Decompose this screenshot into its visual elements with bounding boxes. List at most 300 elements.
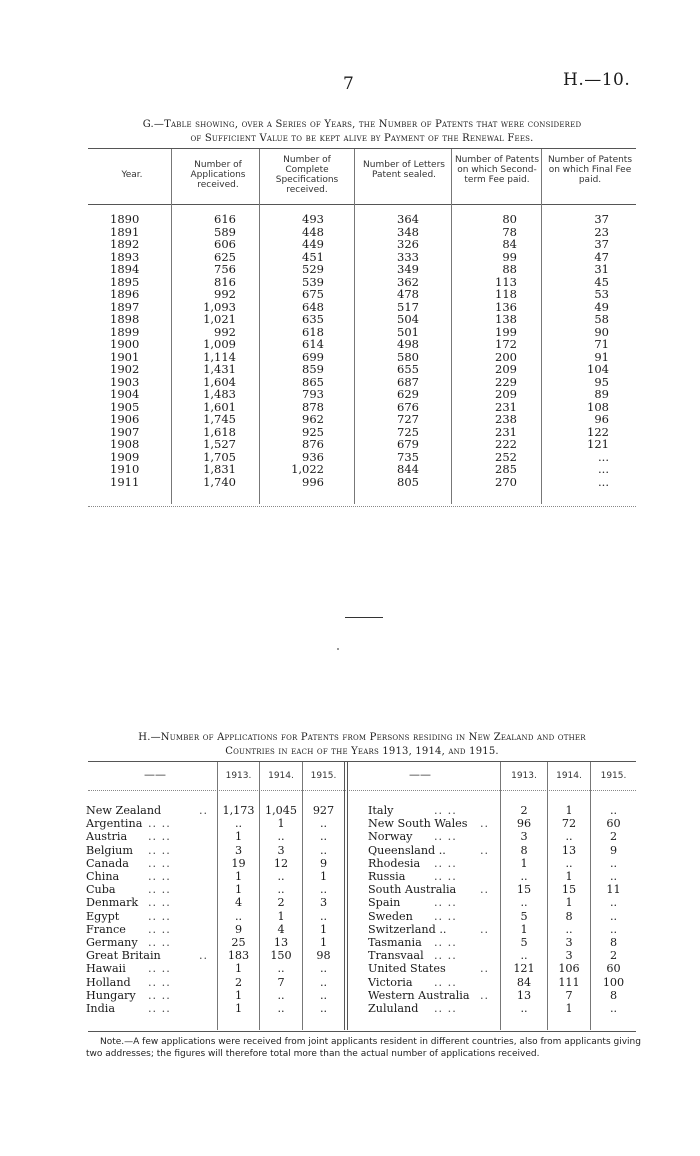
country-name: United States [368, 962, 446, 976]
table-g-year-cell: 1904 [110, 387, 140, 401]
table-h-row [86, 936, 344, 949]
table-g-applications-cell: 1,604 [203, 374, 236, 389]
country-name: Canada [86, 856, 129, 870]
country-name: New Zealand [86, 804, 162, 817]
table-g-applications-cell: 1,618 [203, 424, 236, 439]
table-h-title-line-2: Countries in each of the Years 1913, 1914, and 1915. [225, 746, 499, 757]
table-g-final-fee-cell: ... [598, 449, 609, 464]
country-name: Western Australia [368, 988, 470, 1002]
table-g-header-final-fee: Number of Patents on which Final Fee paid. [547, 155, 633, 185]
table-g-year-cell: 1909 [110, 449, 140, 464]
count-cell: .. [609, 896, 618, 910]
table-g-final-fee-cell: 49 [594, 299, 609, 314]
count-cell: 9 [234, 922, 243, 936]
leader-dots: .. [199, 949, 209, 963]
count-cell: 1 [520, 922, 528, 936]
count-cell: .. [319, 843, 328, 857]
country-name: Argentina [86, 817, 143, 831]
count-cell: 60 [606, 962, 621, 976]
table-g-specifications-cell: 876 [302, 437, 324, 451]
leader-dots: .. .. [148, 962, 171, 976]
table-h-row [86, 989, 344, 1002]
table-h-center-divider [344, 762, 348, 1030]
table-h-row [368, 870, 636, 883]
count-cell: 25 [231, 936, 246, 949]
table-g-second-term-cell: 231 [495, 424, 517, 439]
count-cell: 84 [516, 975, 532, 989]
country-name: South Australia [368, 883, 457, 897]
table-h-row [368, 817, 636, 830]
table-g-second-term-column [455, 213, 517, 488]
count-cell: 5 [520, 909, 528, 923]
count-cell: .. [319, 830, 328, 844]
table-g-bottom-rule [88, 506, 636, 507]
table-h-row [368, 883, 636, 896]
table-g-applications-cell: 1,527 [203, 437, 236, 451]
count-cell: 15 [561, 883, 577, 897]
table-g-divider [541, 149, 542, 504]
table-g-applications-cell: 1,093 [203, 299, 236, 314]
leader-dots: .. .. [434, 896, 457, 910]
table-g-second-term-cell: 199 [495, 324, 517, 339]
count-cell: 7 [565, 988, 573, 1002]
table-g-second-term-cell: 270 [495, 474, 517, 489]
table-g-sealed-cell: 498 [397, 337, 419, 351]
table-g-sealed-column [360, 213, 419, 488]
count-cell: 2 [609, 949, 618, 963]
leader-dots: .. .. [148, 843, 171, 857]
count-cell: 3 [565, 949, 573, 963]
count-cell: 9 [319, 856, 328, 870]
count-cell: 3 [234, 843, 243, 857]
table-h-left-block [86, 804, 344, 1024]
table-g-header-year: Year. [121, 170, 143, 180]
table-g-applications-cell: 606 [214, 237, 236, 251]
count-cell: .. [609, 804, 618, 817]
table-g-specifications-cell: 878 [302, 399, 324, 414]
leader-dots: .. [480, 817, 490, 831]
table-g-applications-column [180, 213, 236, 488]
count-cell: 13 [561, 843, 577, 857]
count-cell: .. [319, 975, 328, 989]
table-g-second-term-cell: 138 [495, 312, 517, 326]
count-cell: .. [609, 909, 618, 923]
leader-dots: .. .. [148, 1002, 171, 1015]
country-name: Austria [86, 830, 128, 844]
count-cell: .. [319, 883, 328, 897]
table-g-sealed-cell: 349 [397, 262, 419, 276]
table-g-second-term-cell: 222 [495, 437, 517, 451]
table-h-row [86, 870, 344, 883]
count-cell: .. [520, 949, 528, 963]
table-g-year-cell: 1896 [110, 287, 140, 301]
table-g-second-term-cell: 99 [502, 249, 517, 264]
table-g-second-term-cell: 200 [495, 349, 517, 364]
table-g-second-term-cell: 252 [495, 449, 517, 464]
count-cell: 150 [270, 949, 292, 963]
table-g-divider [171, 149, 172, 504]
count-cell: 1 [520, 856, 528, 870]
table-h-right-year-1915: 1915. [600, 771, 627, 781]
table-h-header-rule [88, 790, 636, 791]
count-cell: .. [277, 870, 285, 883]
table-g-applications-cell: 625 [214, 249, 236, 264]
leader-dots: .. .. [148, 856, 171, 870]
table-g-second-term-cell: 209 [495, 387, 517, 401]
table-h-row [368, 1002, 636, 1015]
leader-dots: .. [480, 922, 490, 936]
table-g-year-cell: 1901 [110, 349, 140, 364]
table-g-second-term-cell: 231 [495, 399, 517, 414]
table-g-second-term-cell: 88 [502, 262, 517, 276]
table-h-row [86, 883, 344, 896]
count-cell: 1,045 [264, 804, 298, 817]
table-g-second-term-cell: 113 [495, 274, 517, 289]
table-h-row [368, 923, 636, 936]
page-number: 7 [343, 74, 354, 94]
country-name: Hawaii [86, 962, 126, 976]
country-name: Victoria [368, 975, 413, 989]
table-h-row [368, 844, 636, 857]
country-name: Germany [86, 936, 138, 949]
table-g-specifications-cell: 996 [302, 474, 324, 489]
count-cell: 111 [558, 975, 580, 989]
table-g-specifications-cell: 1,022 [291, 462, 324, 476]
table-h-row [86, 1002, 344, 1015]
leader-dots: .. .. [148, 936, 171, 949]
count-cell: .. [277, 1002, 285, 1015]
count-cell: 60 [606, 817, 621, 831]
count-cell: 8 [609, 936, 618, 949]
count-cell: 927 [312, 804, 335, 817]
count-cell: 3 [565, 936, 573, 949]
leader-dots: .. .. [148, 922, 171, 936]
country-name: Belgium [86, 843, 133, 857]
count-cell: 5 [520, 936, 528, 949]
count-cell: 1 [277, 909, 285, 923]
table-g-sealed-cell: 504 [397, 312, 419, 326]
leader-dots: .. .. [434, 975, 457, 989]
leader-dots: .. [199, 804, 209, 817]
leader-dots: .. .. [434, 804, 457, 817]
count-cell: .. [565, 830, 573, 844]
table-g-applications-cell: 1,740 [203, 474, 236, 489]
table-g-sealed-cell: 725 [397, 424, 419, 439]
table-g-title-line-2: of Sufficient Value to be kept alive by Payment of the Renewal Fees. [190, 133, 534, 144]
table-g-applications-cell: 616 [214, 212, 236, 226]
table-g-specifications-cell: 936 [302, 449, 324, 464]
count-cell: 2 [520, 804, 528, 817]
section-divider [345, 617, 383, 618]
table-g-title-line-1: G.—Table showing, over a Series of Years, the Number of Patents that were considered [142, 119, 582, 130]
table-h-right-year-1913: 1913. [511, 771, 537, 781]
leader-dots: .. .. [148, 830, 171, 844]
country-name: Great Britain [86, 949, 161, 963]
count-cell: .. [520, 896, 528, 910]
leader-dots: .. [480, 843, 490, 857]
table-g-year-cell: 1903 [110, 374, 140, 389]
table-g-second-term-cell: 80 [502, 212, 517, 226]
country-name: Switzerland .. [368, 922, 447, 936]
table-g-final-fee-cell: ... [598, 462, 609, 476]
count-cell: 183 [227, 949, 250, 963]
leader-dots: .. .. [148, 988, 171, 1002]
table-g-applications-cell: 816 [214, 274, 236, 289]
count-cell: 106 [558, 962, 580, 976]
table-g-second-term-cell: 285 [495, 462, 517, 476]
count-cell: .. [234, 909, 243, 923]
country-name: Sweden [368, 909, 413, 923]
count-cell: .. [319, 962, 328, 976]
table-g-sealed-cell: 676 [397, 399, 419, 414]
table-g-year-cell: 1891 [110, 224, 140, 239]
leader-dots: .. .. [434, 949, 457, 963]
table-g-second-term-cell: 172 [495, 337, 517, 351]
leader-dots: .. .. [148, 896, 171, 910]
table-g-specifications-cell: 493 [302, 212, 324, 226]
leader-dots: .. .. [434, 870, 457, 883]
count-cell: .. [277, 962, 285, 976]
count-cell: 1 [234, 883, 243, 897]
table-g-specifications-cell: 529 [302, 262, 324, 276]
table-g-final-fee-cell: 108 [587, 399, 609, 414]
table-g-year-cell: 1897 [110, 299, 140, 314]
table-g-applications-cell: 1,009 [203, 337, 236, 351]
table-g-sealed-cell: 679 [397, 437, 419, 451]
count-cell: 2 [234, 975, 243, 989]
table-h-row [86, 804, 344, 817]
table-h-left-year-1913: 1913. [225, 771, 252, 781]
table-h-row [86, 857, 344, 870]
table-h-row [86, 844, 344, 857]
table-g-sealed-cell: 805 [397, 474, 419, 489]
table-g-specifications-cell: 793 [302, 387, 324, 401]
count-cell: 11 [606, 883, 621, 897]
count-cell: .. [520, 870, 528, 883]
table-g-applications-cell: 1,114 [203, 349, 236, 364]
table-g-final-fee-cell: 71 [594, 337, 609, 351]
table-h-row [86, 949, 344, 962]
table-g-applications-cell: 589 [214, 224, 236, 239]
table-g-year-cell: 1892 [110, 237, 140, 251]
country-name: Norway [368, 830, 413, 844]
count-cell: 121 [513, 962, 535, 976]
table-g-specifications-cell: 648 [302, 299, 324, 314]
table-g-specifications-cell: 449 [302, 237, 324, 251]
table-g-applications-cell: 1,745 [203, 412, 236, 426]
leader-dots: .. [480, 883, 490, 897]
table-g-header-applications: Number of Applications received. [190, 160, 246, 190]
count-cell: 98 [316, 949, 331, 963]
count-cell: .. [609, 1002, 618, 1015]
table-h-left-year-1915: 1915. [310, 771, 337, 781]
leader-dots: .. .. [434, 830, 457, 844]
table-g-second-term-cell: 238 [495, 412, 517, 426]
count-cell: 1 [234, 988, 243, 1002]
count-cell: 1 [234, 1002, 243, 1015]
table-g-year-column [110, 213, 160, 488]
count-cell: 100 [602, 975, 625, 989]
country-name: Italy [368, 804, 394, 817]
table-h-row [86, 910, 344, 923]
count-cell: .. [277, 830, 285, 844]
count-cell: .. [234, 817, 243, 831]
table-g-year-cell: 1910 [110, 462, 140, 476]
table-h-row [368, 989, 636, 1002]
count-cell: 19 [231, 856, 246, 870]
table-g-final-fee-cell: 91 [594, 349, 609, 364]
count-cell: 1,173 [222, 804, 255, 817]
count-cell: 12 [273, 856, 289, 870]
table-g-specifications-cell: 614 [302, 337, 324, 351]
table-g-final-fee-cell: 37 [594, 237, 609, 251]
table-g-sealed-cell: 580 [397, 349, 419, 364]
table-g-specifications-cell: 539 [302, 274, 324, 289]
table-h-title-line-1: H.—Number of Applications for Patents from Persons residing in New Zealand and other [138, 732, 586, 743]
count-cell: 1 [234, 870, 243, 883]
count-cell: 8 [565, 909, 573, 923]
count-cell: .. [319, 817, 328, 831]
table-g-second-term-cell: 209 [495, 362, 517, 376]
table-g-final-fee-cell: 122 [587, 424, 609, 439]
table-g-applications-cell: 756 [214, 262, 236, 276]
table-g-sealed-cell: 362 [397, 274, 419, 289]
table-g-second-term-cell: 118 [495, 287, 517, 301]
table-g-sealed-cell: 478 [397, 287, 419, 301]
table-g-sealed-cell: 501 [397, 324, 419, 339]
table-g-year-cell: 1894 [110, 262, 140, 276]
table-g-applications-cell: 1,021 [203, 312, 236, 326]
count-cell: .. [609, 870, 618, 883]
table-h-left-year-1914: 1914. [268, 771, 294, 781]
count-cell: .. [319, 1002, 328, 1015]
table-g-year-cell: 1898 [110, 312, 140, 326]
table-h-row [86, 976, 344, 989]
count-cell: .. [319, 988, 328, 1002]
leader-dots: .. [480, 962, 490, 976]
leader-dots: .. [480, 988, 490, 1002]
country-name: Denmark [86, 896, 139, 910]
table-g-divider [451, 149, 452, 504]
count-cell: 3 [277, 843, 285, 857]
table-g-final-fee-cell: 96 [594, 412, 609, 426]
count-cell: 8 [609, 988, 618, 1002]
table-g-sealed-cell: 687 [397, 374, 419, 389]
count-cell: .. [277, 883, 285, 897]
country-name: Egypt [86, 909, 120, 923]
table-h-top-rule [88, 761, 636, 762]
country-name: Queensland .. [368, 843, 446, 857]
leader-dots: .. .. [434, 1002, 457, 1015]
table-g-specifications-cell: 859 [302, 362, 324, 376]
table-g-year-cell: 1911 [110, 474, 140, 489]
table-g-header-sealed: Number of Letters Patent sealed. [363, 160, 445, 180]
table-g-specifications-cell: 618 [302, 324, 324, 339]
table-g-year-cell: 1890 [110, 212, 140, 226]
table-g-year-cell: 1907 [110, 424, 140, 439]
country-name: China [86, 870, 120, 883]
table-h-bottom-rule [88, 1031, 636, 1032]
leader-dots: .. .. [148, 909, 171, 923]
count-cell: 1 [234, 962, 243, 976]
table-g-final-fee-cell: ... [598, 474, 609, 489]
table-g-final-fee-cell: 31 [594, 262, 609, 276]
table-h-row [368, 976, 636, 989]
table-g-sealed-cell: 333 [397, 249, 419, 264]
stray-mark [337, 648, 339, 650]
country-name: Cuba [86, 883, 116, 897]
table-h-row [86, 830, 344, 843]
country-name: Spain [368, 896, 401, 910]
country-name: Tasmania [368, 936, 422, 949]
count-cell: 2 [609, 830, 618, 844]
table-g-final-fee-column [550, 213, 609, 488]
count-cell: 4 [277, 922, 285, 936]
leader-dots: .. .. [434, 856, 457, 870]
leader-dots: .. .. [148, 870, 171, 883]
country-name: India [86, 1002, 116, 1015]
table-h-right-year-1914: 1914. [556, 771, 582, 781]
table-h-right-dash: —— [409, 768, 431, 781]
count-cell: 8 [520, 843, 528, 857]
table-g-year-cell: 1902 [110, 362, 140, 376]
count-cell: .. [565, 922, 573, 936]
table-h-row [368, 949, 636, 962]
count-cell: 3 [319, 896, 328, 910]
table-h-row [368, 936, 636, 949]
table-g-sealed-cell: 629 [397, 387, 419, 401]
table-g-applications-cell: 1,483 [203, 387, 236, 401]
table-g-final-fee-cell: 104 [587, 362, 609, 376]
count-cell: 96 [516, 817, 532, 831]
count-cell: .. [609, 856, 618, 870]
table-g-final-fee-cell: 121 [587, 437, 609, 451]
table-g-year-cell: 1905 [110, 399, 140, 414]
table-g-final-fee-cell: 53 [594, 287, 609, 301]
table-g-year-cell: 1899 [110, 324, 140, 339]
table-h-row [368, 962, 636, 975]
table-g-second-term-cell: 78 [502, 224, 517, 239]
table-g-sealed-cell: 735 [397, 449, 419, 464]
table-g-applications-cell: 1,431 [203, 362, 236, 376]
page-reference: H.—10. [563, 70, 631, 90]
table-g-specifications-cell: 675 [302, 287, 324, 301]
count-cell: 1 [277, 817, 285, 831]
table-h-row [86, 923, 344, 936]
table-g-final-fee-cell: 23 [594, 224, 609, 239]
table-h-row [86, 962, 344, 975]
table-g-year-cell: 1906 [110, 412, 140, 426]
table-h-row [368, 857, 636, 870]
table-g-sealed-cell: 326 [397, 237, 419, 251]
table-g-specifications-cell: 925 [302, 424, 324, 439]
table-g-sealed-cell: 727 [397, 412, 419, 426]
country-name: Rhodesia [368, 856, 421, 870]
table-g-specifications-cell: 635 [302, 312, 324, 326]
table-g-final-fee-cell: 90 [594, 324, 609, 339]
table-g-year-cell: 1908 [110, 437, 140, 451]
country-name: Zululand [368, 1002, 419, 1015]
table-g-second-term-cell: 84 [502, 237, 517, 251]
count-cell: 1 [565, 1002, 573, 1015]
count-cell: 1 [319, 922, 328, 936]
leader-dots: .. .. [434, 936, 457, 949]
count-cell: 13 [273, 936, 289, 949]
table-g-applications-cell: 992 [214, 324, 236, 339]
table-g-applications-cell: 992 [214, 287, 236, 301]
table-g-sealed-cell: 655 [397, 362, 419, 376]
table-g-final-fee-cell: 95 [594, 374, 609, 389]
